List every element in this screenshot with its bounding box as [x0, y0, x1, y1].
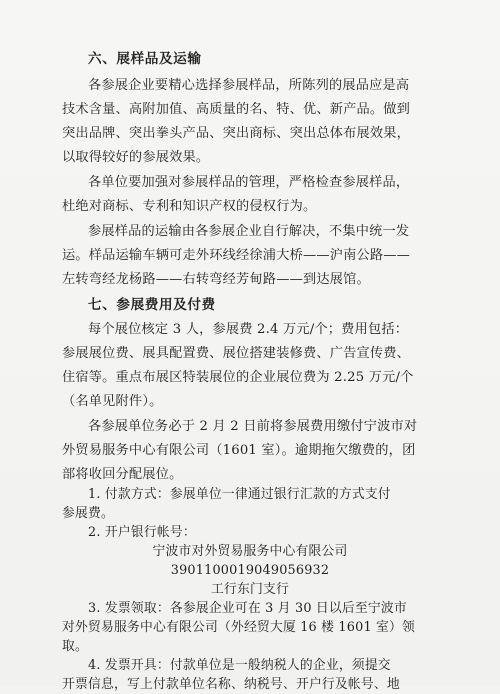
paragraph-line: 部将收回分配展位。 — [62, 467, 183, 482]
list-item-line: 对外贸易服务中心有限公司（外经贸大厦 16 楼 1601 室）领 — [62, 620, 416, 635]
paragraph-line: 突出品牌、突出拳头产品、突出商标、突出总体布展效果， — [62, 126, 411, 141]
bank-account: 3901100019049056932 — [170, 563, 330, 578]
paragraph-line: 运。样品运输车辆可走外环线经徐浦大桥——沪南公路—— — [62, 248, 411, 263]
bank-branch: 工行东门支行 — [211, 582, 289, 597]
paragraph-line: 各参展企业要精心选择参展样品，所陈列的展品应是高 — [88, 78, 410, 93]
section-7-heading: 七、参展费用及付费 — [88, 297, 216, 313]
paragraph-line: 参展展位费、展具配置费、展位搭建装修费、广告宣传费、 — [62, 346, 411, 361]
paragraph-line: 参展样品的运输由各参展企业自行解决，不集中统一发 — [88, 224, 410, 239]
list-item-line: 4. 发票开具：付款单位是一般纳税人的企业，须提交 — [88, 658, 391, 673]
bank-name: 宁波市对外贸易服务中心有限公司 — [152, 544, 348, 559]
paragraph-line: 杜绝对商标、专利和知识产权的侵权行为。 — [62, 199, 317, 214]
list-item-line: 参展费。 — [62, 506, 114, 521]
list-item-line: 1. 付款方式：参展单位一律通过银行汇款的方式支付 — [88, 487, 391, 502]
paragraph-line: 各单位要加强对参展样品的管理，严格检查参展样品， — [88, 175, 410, 190]
list-item-line: 取。 — [62, 639, 88, 654]
paragraph-line: 技术含量、高附加值、高质量的名、特、优、新产品。做到 — [62, 102, 411, 117]
section-6-heading: 六、展样品及运输 — [88, 51, 202, 67]
list-item-line: 3. 发票领取：各参展企业可在 3 月 30 日以后至宁波市 — [88, 601, 407, 616]
paragraph-line: 外贸易服务中心有限公司（1601 室）。逾期拖欠缴费的，团 — [62, 443, 416, 458]
paragraph-line: 每个展位核定 3 人，参展费 2.4 万元/个；费用包括： — [88, 322, 409, 337]
paragraph-line: 以取得较好的参展效果。 — [62, 150, 210, 165]
paragraph-line: 住宿等。重点布展区特装展位的企业展位费为 2.25 万元/个 — [62, 370, 414, 385]
paragraph-line: 各参展单位务必于 2 月 2 日前将参展费用缴付宁波市对 — [88, 419, 418, 434]
paragraph-line: （名单见附件）。 — [62, 394, 163, 409]
list-item-title: 2. 开户银行帐号： — [88, 525, 196, 540]
paragraph-line: 左转弯经龙杨路——右转弯经芳甸路——到达展馆。 — [62, 272, 370, 287]
list-item-line: 开票信息，写上付款单位名称、纳税号、开户行及帐号、地 — [62, 677, 400, 692]
